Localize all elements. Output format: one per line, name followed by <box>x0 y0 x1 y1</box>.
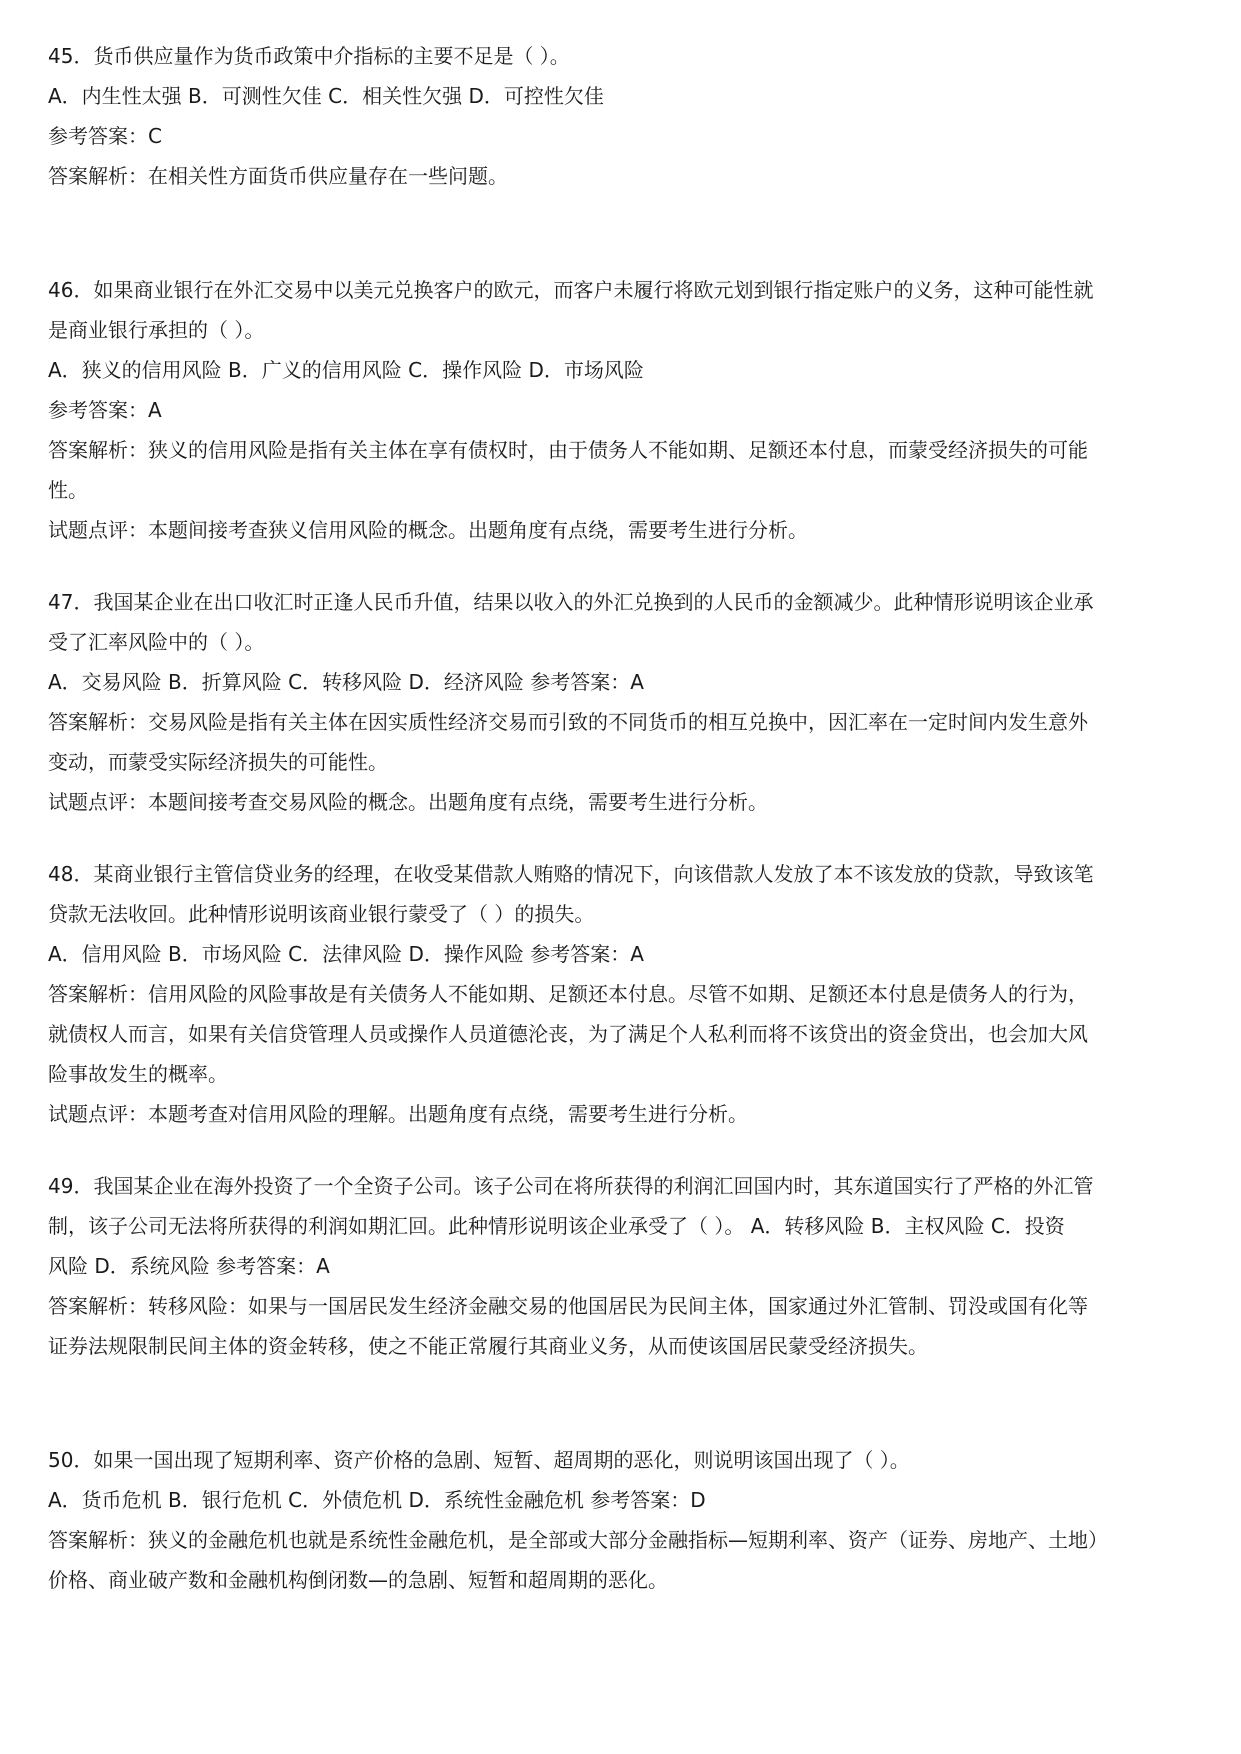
question-text: 49．我国某企业在海外投资了一个全资子公司。该子公司在将所获得的利润汇回国内时，其东道国实行了严格的外汇管 <box>48 1174 1094 1198</box>
answer-options: A．货币危机 B．银行危机 C．外债危机 D．系统性金融危机 参考答案：D <box>48 1488 706 1512</box>
answer-explanation: 险事故发生的概率。 <box>48 1062 228 1086</box>
reference-answer: 参考答案：C <box>48 124 162 148</box>
question-text: 受了汇率风险中的（ ）。 <box>48 630 265 654</box>
answer-options: A．交易风险 B．折算风险 C．转移风险 D．经济风险 参考答案：A <box>48 670 644 694</box>
answer-options: 风险 D．系统风险 参考答案：A <box>48 1254 330 1278</box>
answer-options: A．信用风险 B．市场风险 C．法律风险 D．操作风险 参考答案：A <box>48 942 644 966</box>
answer-explanation: 答案解析：转移风险：如果与一国居民发生经济金融交易的他国居民为民间主体，国家通过外汇管制、罚没或国有化等 <box>48 1294 1088 1318</box>
answer-options: A．内生性太强 B．可测性欠佳 C．相关性欠强 D．可控性欠佳 <box>48 84 604 108</box>
answer-explanation: 答案解析：狭义的信用风险是指有关主体在享有债权时，由于债务人不能如期、足额还本付息，而蒙受经济损失的可能 <box>48 438 1088 462</box>
answer-explanation: 变动，而蒙受实际经济损失的可能性。 <box>48 750 388 774</box>
question-text: 48．某商业银行主管信贷业务的经理，在收受某借款人贿赂的情况下，向该借款人发放了本不该发放的贷款，导致该笔 <box>48 862 1094 886</box>
question-comment: 试题点评：本题间接考查交易风险的概念。出题角度有点绕，需要考生进行分析。 <box>48 790 768 814</box>
question-text: 是商业银行承担的（ ）。 <box>48 318 265 342</box>
question-text: 46．如果商业银行在外汇交易中以美元兑换客户的欧元，而客户未履行将欧元划到银行指定账户的义务，这种可能性就 <box>48 278 1094 302</box>
question-45 <box>48 36 1198 196</box>
document-page <box>48 36 1198 1600</box>
spacer <box>48 822 1198 854</box>
question-46 <box>48 270 1198 550</box>
question-48 <box>48 854 1198 1134</box>
answer-explanation: 答案解析：狭义的金融危机也就是系统性金融危机，是全部或大部分金融指标—短期利率、资产（证券、房地产、土地） <box>48 1528 1108 1552</box>
question-text: 制，该子公司无法将所获得的利润如期汇回。此种情形说明该企业承受了（ ）。 A．转移风险 B．主权风险 C．投资 <box>48 1214 1065 1238</box>
answer-explanation: 答案解析：在相关性方面货币供应量存在一些问题。 <box>48 164 508 188</box>
spacer <box>48 1134 1198 1166</box>
answer-explanation: 价格、商业破产数和金融机构倒闭数—的急剧、短暂和超周期的恶化。 <box>48 1568 668 1592</box>
question-47 <box>48 582 1198 822</box>
spacer <box>48 1366 1198 1440</box>
question-comment: 试题点评：本题考查对信用风险的理解。出题角度有点绕，需要考生进行分析。 <box>48 1102 748 1126</box>
answer-explanation: 证券法规限制民间主体的资金转移，使之不能正常履行其商业义务，从而使该国居民蒙受经济损失。 <box>48 1334 928 1358</box>
answer-explanation: 性。 <box>48 478 88 502</box>
question-text: 贷款无法收回。此种情形说明该商业银行蒙受了（ ）的损失。 <box>48 902 595 926</box>
spacer <box>48 196 1198 270</box>
question-text: 45．货币供应量作为货币政策中介指标的主要不足是（ ）。 <box>48 44 570 68</box>
question-text: 47．我国某企业在出口收汇时正逢人民币升值，结果以收入的外汇兑换到的人民币的金额减少。此种情形说明该企业承 <box>48 590 1094 614</box>
question-text: 50．如果一国出现了短期利率、资产价格的急剧、短暂、超周期的恶化，则说明该国出现了（ ）。 <box>48 1448 910 1472</box>
reference-answer: 参考答案：A <box>48 398 162 422</box>
answer-options: A．狭义的信用风险 B．广义的信用风险 C．操作风险 D．市场风险 <box>48 358 644 382</box>
question-50 <box>48 1440 1198 1600</box>
answer-explanation: 答案解析：信用风险的风险事故是有关债务人不能如期、足额还本付息。尽管不如期、足额还本付息是债务人的行为， <box>48 982 1088 1006</box>
question-comment: 试题点评：本题间接考查狭义信用风险的概念。出题角度有点绕，需要考生进行分析。 <box>48 518 808 542</box>
answer-explanation: 就债权人而言，如果有关信贷管理人员或操作人员道德沦丧，为了满足个人私利而将不该贷出的资金贷出，也会加大风 <box>48 1022 1088 1046</box>
answer-explanation: 答案解析：交易风险是指有关主体在因实质性经济交易而引致的不同货币的相互兑换中，因汇率在一定时间内发生意外 <box>48 710 1088 734</box>
question-49 <box>48 1166 1198 1366</box>
spacer <box>48 550 1198 582</box>
